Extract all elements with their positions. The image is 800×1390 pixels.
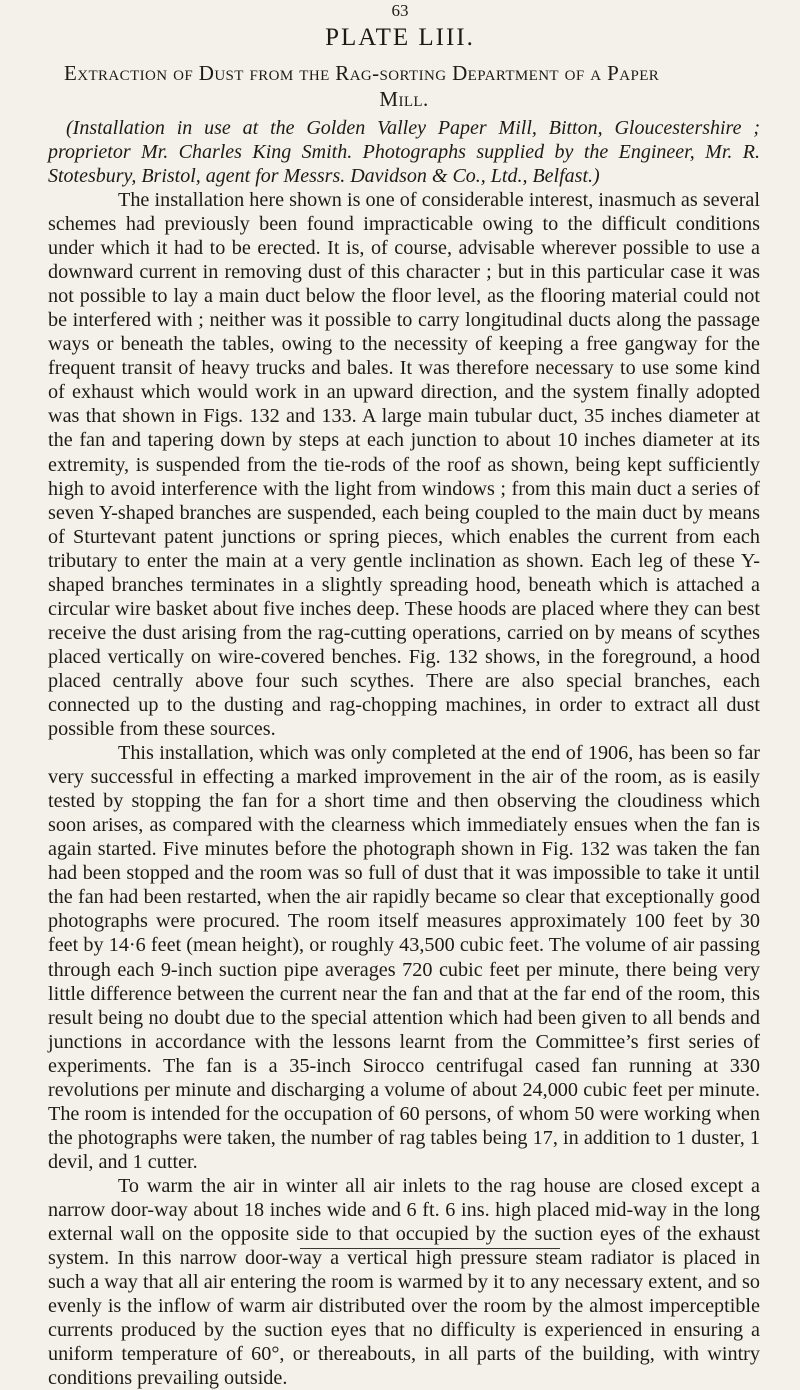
page-number: 63 — [391, 1, 409, 20]
plate-title: PLATE LIII. — [325, 24, 475, 51]
end-rule-divider — [300, 1248, 560, 1249]
paragraph: This installation, which was only completed at the end of 1906, has been so far very successful in effecting a marked improvement in the air of the room, as is easily tested by stopping the fan for a short time and then observing the cloudiness which soon arises, as compared with the clearness which immediately ensues when the fan is again started. Five minutes before the photograph shown in Fig. 132 was taken the fan had been stopped and the room was so full of dust that it was impossible to take it until the fan had been restarted, when the air rapidly became so clear that exceptionally good photographs were procured. The room itself measures approximately 100 feet by 30 feet by 14·6 feet (mean height), or roughly 43,500 cubic feet. The volume of air passing through each 9-inch suction pipe averages 720 cubic feet per minute, there being very little difference between the current near the fan and that at the far end of the room, this result being no doubt due to the special attention which had been given to all bends and junctions in accordance with the lessons learnt from the Committee’s first series of experiments. The fan is a 35-inch Sirocco centrifugal cased fan running at 330 revolutions per minute and discharging a volume of about 24,000 cubic feet per minute. The room is intended for the occupation of 60 persons, of whom 50 were working when the photographs were taken, the number of rag tables being 17, in addition to 1 duster, 1 devil, and 1 cutter. — [48, 742, 760, 1173]
installation-caption: (Installation in use at the Golden Valley Paper Mill, Bitton, Gloucestershire ; proprietor Mr. Charles King Smith. Photographs supplied by the Engineer, Mr. R. Stotesbury, Bristol, agent for Messrs. Davidson & Co., Ltd., Belfast.) — [48, 117, 760, 187]
section-heading — [48, 60, 760, 112]
paragraph: The installation here shown is one of considerable interest, inasmuch as several schemes had previously been found impracticable owing to the difficult conditions under which it had to be erected. It is, of course, advisable wherever possible to use a downward current in removing dust of this character ; but in this particular case it was not possible to lay a main duct below the floor level, as the flooring material could not be interfered with ; neither was it possible to carry longitudinal ducts along the passage ways or beneath the tables, owing to the necessity of keeping a free gangway for the frequent transit of heavy trucks and bales. It was therefore necessary to use some kind of exhaust which would work in an upward direction, and the system finally adopted was that shown in Figs. 132 and 133. A large main tubular duct, 35 inches diameter at the fan and tapering down by steps at each junction to about 10 inches diameter at its extremity, is suspended from the tie-rods of the roof as shown, being kept sufficiently high to avoid interference with the light from windows ; from this main duct a series of seven Y-shaped branches are suspended, each being coupled to the main duct by means of Sturtevant patent junctions or spring pieces, which enables the current from each tributary to enter the main at a very gentle inclination as shown. Each leg of these Y-shaped branches terminates in a slightly spreading hood, beneath which is attached a circular wire basket about five inches deep. These hoods are placed where they can best receive the dust arising from the rag-cutting operations, carried on by means of scythes placed vertically on wire-covered benches. Fig. 132 shows, in the foreground, a hood placed centrally above four such scythes. There are also special branches, each connected up to the dusting and rag-chopping machines, in order to extract all dust possible from these sources. — [48, 189, 760, 741]
paragraph: To warm the air in winter all air inlets to the rag house are closed except a narrow door-way about 18 inches wide and 6 ft. 6 ins. high placed mid-way in the long external wall on the opposite side to that occupied by the suction eyes of the exhaust system. In this narrow door-way a vertical high pressure steam radiator is placed in such a way that all air entering the room is warmed by it to any necessary extent, and so evenly is the inflow of warm air distributed over the room by the almost imperceptible currents produced by the suction eyes that no difficulty is experienced in ensuring a uniform temperature of 60°, or thereabouts, in all parts of the building, with wintry conditions prevailing outside. — [48, 1174, 760, 1390]
body-text — [48, 188, 760, 1390]
section-heading-line-2: Mill. — [379, 87, 429, 111]
section-heading-line-1: Extraction of Dust from the Rag-sorting Department of a Paper — [64, 61, 660, 85]
